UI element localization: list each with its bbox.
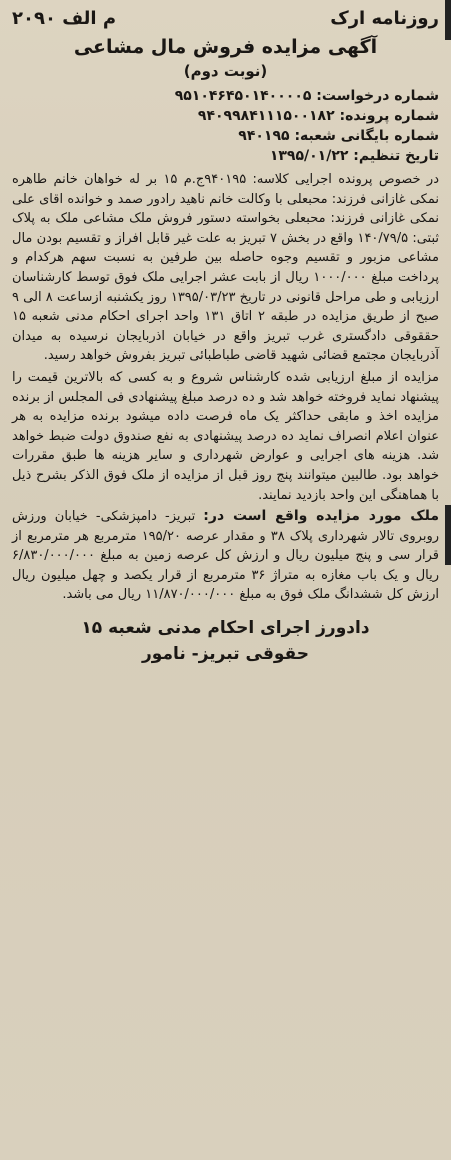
property-lead: ملک مورد مزایده واقع است در:	[203, 508, 439, 525]
request-number: شماره درخواست: ۹۵۱۰۴۶۴۵۰۱۴۰۰۰۰۵	[174, 88, 439, 104]
notice-subtitle: (نوبت دوم)	[183, 62, 268, 80]
property-description: تبریز- دامپزشکی- خیابان ورزش روبروی تالار شهرداری پلاک ۳۸ و مقدار عرصه ۱۹۵/۲۰ مترمربع هر مترمربع از قرار سی و پنج میلیون ریال و ارزش کل عرصه زمین به مبلغ ۶/۸۳۰/۰۰۰/۰۰۰ ریال و یک باب مغازه به متراژ ۳۶ مترمربع از قرار یکصد و چهل میلیون ریال ارزش کل ششدانگ ملک فوق به مبلغ ۱۱/۸۷۰/۰۰۰/۰۰۰ ریال می باشد.	[12, 509, 440, 603]
signature-line-1: دادورز اجرای احکام مدنی شعبه ۱۵	[81, 618, 370, 639]
notice-code: م الف ۲۰۹۰	[12, 8, 117, 29]
notice-title: آگهی مزایده فروش مال مشاعی	[73, 36, 378, 58]
archive-number: شماره بایگانی شعبه: ۹۴۰۱۹۵	[238, 128, 439, 144]
case-paragraph: در خصوص پرونده اجرایی کلاسه: ۹۴۰۱۹۵ج.م ۱۵ بر له خواهان خانم طاهره نمکی غازانی فرزند: محبعلی با وکالت خانم ناهید رادور صمد و خوانده اقای علی نمکی غازانی فرزند: محبعلی بخواسته دستور فروش ملک مشاعی ملک به پلاک ثبتی: ۱۴۰/۷۹/۵ واقع در بخش ۷ تبریز به علت غیر قابل افراز و تقسیم بودن مال مشاعی مزبور و تقسیم وجوه حاصله بین طرفین به نسبت سهم هرکدام و پرداخت مبلغ ۱۰۰۰/۰۰۰ ریال از بابت عشر اجرایی ملک فوق توسط کارشناسان ارزیابی و طی مراحل قانونی در تاریخ ۱۳۹۵/۰۳/۲۳ روز یکشنبه ازساعت ۸ الی ۹ صبح از طریق مزایده در طبقه ۲ اتاق ۱۳۱ واحد اجرای احکام مدنی شعبه ۱۵ حققوقی دادگستری غرب تبریز واقع در خیابان اذربایجان نرسیده به میدان آذربایجان مجتمع قضائی شهید قاضی طباطبائی تبریز بفروش خواهد رسید.	[12, 172, 440, 364]
page-edge-mark	[445, 0, 451, 40]
case-meta	[12, 86, 439, 166]
property-paragraph	[12, 507, 439, 605]
file-number: شماره پرونده: ۹۴۰۹۹۸۴۱۱۱۵۰۰۱۸۲	[197, 108, 439, 124]
masthead	[12, 8, 439, 34]
auction-terms-paragraph: مزایده از مبلغ ارزیابی شده کارشناس شروع و به کسی که بالاترین قیمت را پیشنهاد نماید فروخته خواهد شد و ده درصد مبلغ پیشنهادی فی المجلس از برنده مزایده اخذ و مابقی حداکثر یک ماه فرصت داده میشود برنده مزایده به هر عنوان اعلام انصراف نماید ده درصد پیشنهادی به نفع صندوق دولت ضبط خواهد شد. هزینه های اجرایی و عوارض شهرداری و سایر هزینه ها طبق مقررات خواهد بود. طالبین میتوانند پنج روز قبل از مزایده از ملک فوق الذکر بشرح ذیل با هماهنگی این واحد بازدید نمایند.	[12, 369, 439, 503]
page-edge-mark	[445, 505, 451, 565]
signature-block	[12, 615, 439, 667]
signature-line-2: حقوقی تبریز- نامور	[142, 644, 309, 665]
issue-date: تاریخ تنظیم: ۱۳۹۵/۰۱/۲۲	[269, 148, 439, 164]
newspaper-name: روزنامه ارک	[330, 8, 439, 29]
